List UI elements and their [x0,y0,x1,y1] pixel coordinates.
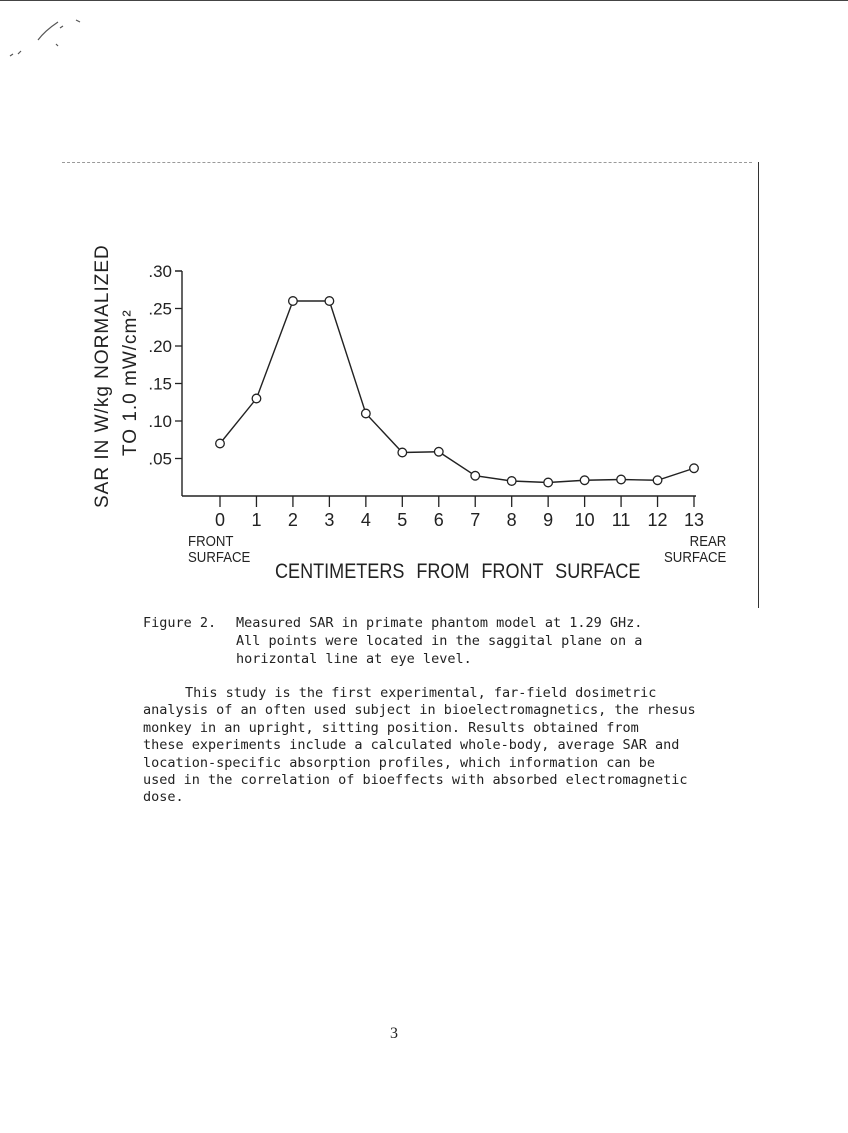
data-point [653,476,662,485]
body-line: these experiments include a calculated whole-body, average SAR and [143,737,680,754]
x-tick-label: 2 [287,510,298,530]
series-line [220,301,694,483]
body-line: This study is the first experimental, far-field dosimetric [185,685,657,701]
data-point [289,297,298,306]
x-tick-label: 11 [611,510,631,530]
x-tick-label: 13 [683,510,705,530]
page-number: 3 [390,1025,398,1042]
data-point [690,464,699,473]
body-line: dose. [143,789,184,806]
x-tick-label: 0 [214,510,226,530]
y-axis-label-line-1: SAR IN W/kg NORMALIZED [92,244,113,508]
data-point [471,471,480,480]
body-line: monkey in an upright, sitting position. Results obtained from [143,719,639,736]
y-tick-label: .05 [148,449,172,469]
data-point [434,447,443,456]
front-surface-note-line-1: FRONT [188,533,234,550]
x-ticks [215,496,704,530]
front-surface-note [188,534,250,566]
x-tick-label: 8 [506,510,517,530]
body-paragraph [143,685,743,807]
body-line: analysis of an often used subject in bioelectromagnetics, the rhesus [143,702,696,719]
y-axis-label-line-2: TO 1.0 mW/cm² [120,309,141,456]
x-axis-label: CENTIMETERS FROM FRONT SURFACE [275,560,641,583]
y-ticks [148,262,182,469]
caption-line-3: horizontal line at eye level. [236,651,472,667]
front-surface-note-line-2: SURFACE [188,549,251,566]
chart-axes [182,271,696,496]
x-tick-label: 3 [324,510,335,530]
x-tick-label: 6 [433,510,444,530]
figure-caption [143,614,743,668]
data-point [325,297,334,306]
data-point [252,394,261,403]
x-tick-label: 4 [360,510,371,530]
data-point [580,476,589,485]
body-line: used in the correlation of bioeffects with absorbed electromagnetic [143,772,688,789]
y-tick-label: .25 [148,299,172,319]
data-point [507,477,516,486]
caption-line-1: Measured SAR in primate phantom model at 1.29 GHz. [236,615,643,631]
x-tick-label: 5 [397,510,408,530]
data-point [544,478,553,487]
caption-line-2: All points were located in the saggital plane on a [236,633,643,649]
y-tick-label: .15 [148,374,172,394]
x-tick-label: 12 [647,510,668,530]
x-tick-label: 7 [470,510,481,530]
data-point [617,475,626,484]
x-tick-label: 1 [251,510,262,530]
data-point [216,439,225,448]
data-point [362,409,371,418]
body-line: location-specific absorption profiles, which information can be [143,754,656,771]
rear-surface-note-line-1: REAR [689,533,727,550]
y-tick-label: .30 [148,262,172,281]
x-tick-label: 10 [574,510,595,530]
data-point [398,448,407,457]
rear-surface-note [664,534,726,566]
y-tick-label: .20 [148,337,172,356]
caption-label: Figure 2. [143,615,217,631]
y-tick-label: .10 [148,412,172,431]
x-tick-label: 9 [543,510,554,530]
rear-surface-note-line-2: SURFACE [664,549,727,566]
series-group [216,297,699,487]
y-axis-label [92,220,148,510]
